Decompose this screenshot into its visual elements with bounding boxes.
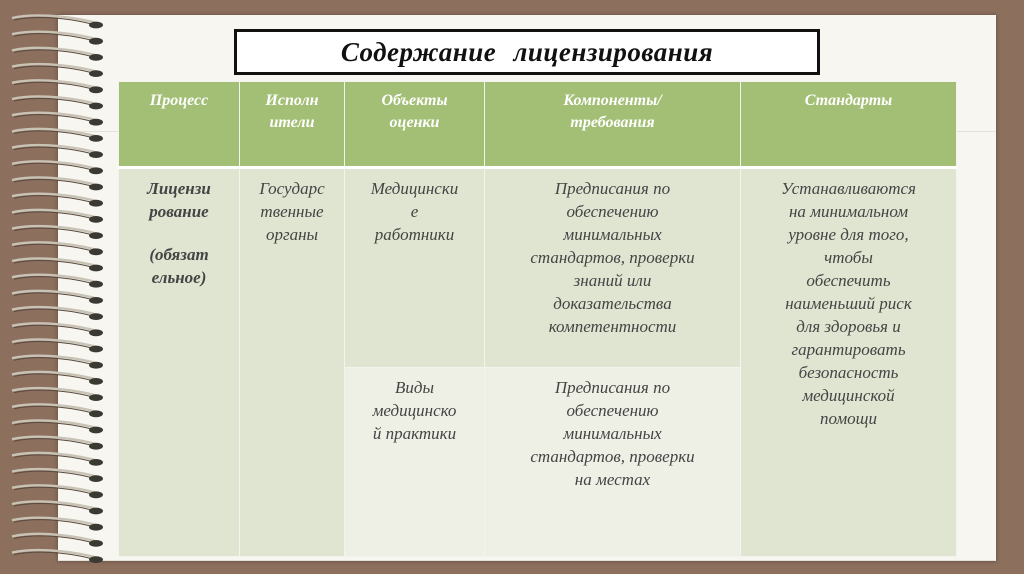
binding-hole-icon [89, 443, 103, 450]
text-line: безопасность [798, 363, 899, 382]
text-line: наименьший риск [785, 294, 912, 313]
spiral-ring-shadow-icon [14, 34, 98, 42]
spiral-ring-shadow-icon [14, 390, 98, 398]
cell-requirements-1 [485, 168, 741, 368]
text-line: на местах [574, 470, 651, 489]
text-line: рование [149, 202, 209, 221]
spiral-ring-shadow-icon [14, 358, 98, 366]
text-line: Процесс [149, 92, 209, 109]
text-line: ители [269, 114, 315, 131]
text-line: работники [374, 225, 455, 244]
binding-hole-icon [89, 38, 103, 45]
cell-object-1 [345, 168, 485, 368]
spiral-ring-shadow-icon [14, 18, 98, 26]
binding-hole-icon [89, 313, 103, 320]
spiral-ring-shadow-icon [14, 309, 98, 317]
binding-hole-icon [89, 475, 103, 482]
spiral-ring-shadow-icon [14, 163, 98, 171]
spiral-ring-shadow-icon [14, 536, 98, 544]
binding-hole-icon [89, 151, 103, 158]
binding-hole-icon [89, 248, 103, 255]
text-line: оценки [389, 114, 440, 131]
text-line: Государс [259, 179, 325, 198]
text-line: (обязат [149, 245, 209, 264]
binding-hole-icon [89, 556, 103, 563]
paper-rule-line [58, 560, 996, 561]
text-line: медицинской [802, 386, 895, 405]
text-line: минимальных [563, 424, 662, 443]
spiral-ring-shadow-icon [14, 552, 98, 560]
spiral-ring-shadow-icon [14, 504, 98, 512]
text-line: обеспечению [566, 202, 659, 221]
binding-hole-icon [89, 459, 103, 466]
binding-hole-icon [89, 281, 103, 288]
text-line: Исполн [265, 92, 319, 109]
licensing-table [118, 81, 957, 557]
spiral-ring-shadow-icon [14, 520, 98, 528]
binding-hole-icon [89, 491, 103, 498]
binding-hole-icon [89, 119, 103, 126]
binding-hole-icon [89, 167, 103, 174]
binding-hole-icon [89, 329, 103, 336]
binding-hole-icon [89, 508, 103, 515]
text-line: чтобы [824, 248, 873, 267]
cell-standards [741, 168, 957, 557]
cell-executors [240, 168, 345, 557]
text-line: компетентности [548, 317, 677, 336]
text-line: Компоненты/ [563, 92, 662, 109]
text-line: доказательства [553, 294, 672, 313]
binding-hole-icon [89, 362, 103, 369]
process-name [125, 177, 233, 223]
spiral-ring-shadow-icon [14, 115, 98, 123]
text-line: Предписания по [554, 378, 671, 397]
header-objects [345, 82, 485, 168]
text-line: Устанавливаются [781, 179, 916, 198]
text-line: Лицензи [147, 179, 211, 198]
binding-hole-icon [89, 394, 103, 401]
process-note [125, 243, 233, 289]
spiral-ring-shadow-icon [14, 244, 98, 252]
binding-hole-icon [89, 265, 103, 272]
spiral-ring-shadow-icon [14, 277, 98, 285]
text-line: е [410, 202, 419, 221]
spiral-ring-shadow-icon [14, 261, 98, 269]
binding-hole-icon [89, 378, 103, 385]
spiral-ring-shadow-icon [14, 180, 98, 188]
spiral-binding-icon [0, 0, 120, 574]
binding-hole-icon [89, 346, 103, 353]
spiral-ring-shadow-icon [14, 50, 98, 58]
text-line: твенные [260, 202, 324, 221]
text-line: знаний или [573, 271, 652, 290]
spiral-ring-shadow-icon [14, 374, 98, 382]
spiral-ring-shadow-icon [14, 131, 98, 139]
binding-hole-icon [89, 22, 103, 29]
cell-process [119, 168, 240, 557]
text-line: Медицински [370, 179, 459, 198]
text-line: медицинско [372, 401, 457, 420]
text-line: обеспечить [806, 271, 891, 290]
binding-hole-icon [89, 540, 103, 547]
text-line: й практики [372, 424, 457, 443]
cell-object-2 [345, 368, 485, 557]
spiral-ring-shadow-icon [14, 293, 98, 301]
text-line: требования [570, 114, 655, 131]
spiral-ring-shadow-icon [14, 471, 98, 479]
binding-hole-icon [89, 216, 103, 223]
binding-hole-icon [89, 184, 103, 191]
spiral-ring-shadow-icon [14, 82, 98, 90]
text-line: на минимальном [788, 202, 909, 221]
spiral-ring-shadow-icon [14, 423, 98, 431]
spiral-ring-shadow-icon [14, 325, 98, 333]
text-line: для здоровья и [796, 317, 901, 336]
binding-hole-icon [89, 135, 103, 142]
binding-hole-icon [89, 86, 103, 93]
spiral-ring-shadow-icon [14, 196, 98, 204]
text-line: органы [265, 225, 319, 244]
table-row [119, 168, 957, 368]
spiral-ring-shadow-icon [14, 342, 98, 350]
binding-hole-icon [89, 232, 103, 239]
spiral-ring-shadow-icon [14, 406, 98, 414]
text-line: Стандарты [804, 92, 893, 109]
spiral-ring-shadow-icon [14, 99, 98, 107]
cell-requirements-2 [485, 368, 741, 557]
spiral-ring-shadow-icon [14, 212, 98, 220]
text-line: ельное) [151, 268, 207, 287]
header-standards [741, 82, 957, 168]
text-line: Виды [395, 378, 434, 397]
text-line: Объекты [381, 92, 448, 109]
spiral-ring-shadow-icon [14, 487, 98, 495]
binding-hole-icon [89, 297, 103, 304]
spiral-ring-shadow-icon [14, 228, 98, 236]
binding-hole-icon [89, 200, 103, 207]
binding-hole-icon [89, 103, 103, 110]
text-line: минимальных [563, 225, 662, 244]
spiral-ring-shadow-icon [14, 147, 98, 155]
spiral-ring-shadow-icon [14, 439, 98, 447]
text-line: стандартов, проверки [530, 248, 695, 267]
binding-hole-icon [89, 54, 103, 61]
header-components [485, 82, 741, 168]
binding-hole-icon [89, 427, 103, 434]
slide-title: Содержание лицензирования [340, 36, 714, 67]
spiral-ring-shadow-icon [14, 66, 98, 74]
text-line: уровне для того, [788, 225, 909, 244]
header-process [119, 82, 240, 168]
binding-hole-icon [89, 410, 103, 417]
header-row [119, 82, 957, 168]
spiral-ring-shadow-icon [14, 455, 98, 463]
text-line: Предписания по [554, 179, 671, 198]
header-executors [240, 82, 345, 168]
slide-title-box [234, 29, 820, 75]
text-line: стандартов, проверки [530, 447, 695, 466]
text-line: гарантировать [791, 340, 906, 359]
binding-hole-icon [89, 70, 103, 77]
binding-hole-icon [89, 524, 103, 531]
text-line: помощи [819, 409, 878, 428]
text-line: обеспечению [566, 401, 659, 420]
